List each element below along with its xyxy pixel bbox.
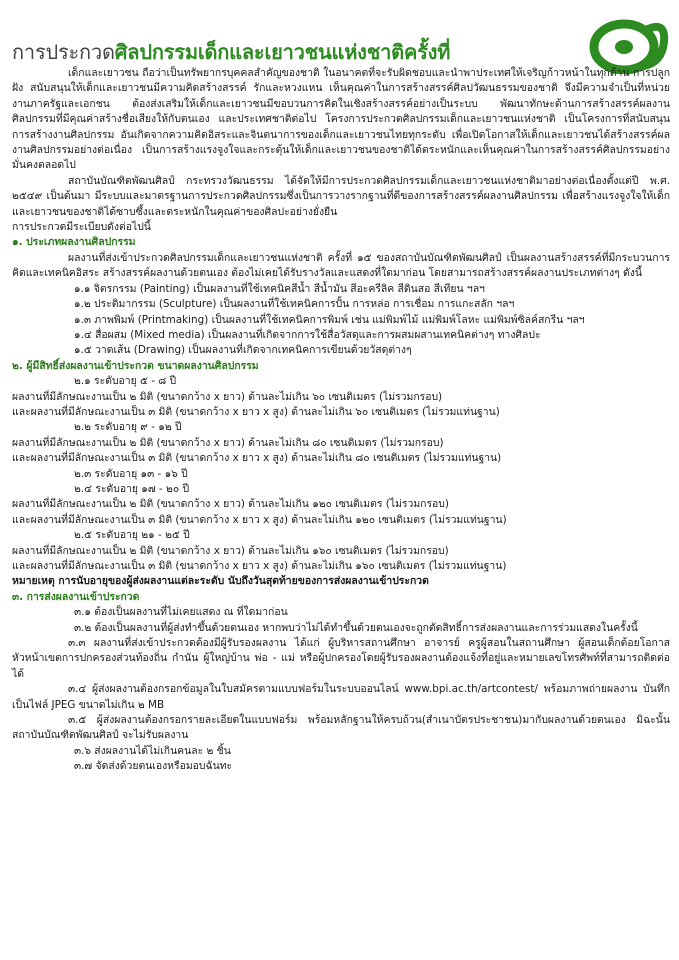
list-item: ๑.๓ ภาพพิมพ์ (Printmaking) เป็นผลงานที่ใช้เทคนิคการพิมพ์ เช่น แม่พิมพ์ไม้ แม่พิมพ์โลหะ แม่พิมพ์ซิลค์สกรีน ฯลฯ (74, 313, 585, 326)
badge-number (617, 42, 636, 58)
list-item: ๑.๒ ประติมากรรม (Sculpture) เป็นผลงานที่ใช้เทคนิคการปั้น การหล่อ การเชื่อม การแกะสลัก ฯลฯ (74, 298, 515, 311)
intro-rules-line: การประกวดมีระเบียบดังต่อไปนี้ (12, 221, 151, 234)
list-item: ๓.๓ ผลงานที่ส่งเข้าประกวดต้องมีผู้รับรองผลงาน ได้แก่ ผู้บริหารสถานศึกษา อาจารย์ ครูผู้สอนในสถานศึกษา ผู้สอนเด็กด้อยโอกาส หัวหน้าเขตการปกครองส่วนท้องถิ่น กำนัน ผู้ใหญ่บ้าน พ่อ - แม่ หรือผู้ปกครองโดยผู้รับรองผลงานต้องแจ้งที่อยู่และหมายเลขโทรศัพท์ที่สามารถติดต่อได้ (12, 637, 670, 680)
section-3-heading: ๓. การส่งผลงานเข้าประกวด (12, 590, 140, 603)
page-title (12, 36, 450, 68)
age-group-label: ๒.๔ ระดับอายุ ๑๗ - ๒๐ ปี (74, 482, 190, 495)
list-item: ๓.๗ จัดส่งด้วยตนเองหรือมอบฉันทะ (74, 760, 233, 773)
age-group-label: ๒.๑ ระดับอายุ ๕ - ๘ ปี (74, 375, 177, 388)
list-item: ๓.๔ ผู้ส่งผลงานต้องกรอกข้อมูลในใบสมัครตามแบบฟอร์มในระบบออนไลน์ www.bpi.ac.th/artcontest/ พร้อมภาพถ่ายผลงาน บันทึกเป็นไฟล์ JPEG ขนาดไม่เกิน ๒ MB (12, 683, 670, 711)
intro-paragraph-1: เด็กและเยาวชน ถือว่าเป็นทรัพยากรบุคคลสำคัญของชาติ ในอนาคตที่จะรับผิดชอบและนำพาประเทศให้เจริญก้าวหน้าในทุกด้าน การปลูกฝัง สนับสนุนให้เด็กและเยาวชนมีความคิดสร้างสรรค์ รักและหวงแหน เห็นคุณค่าในการสร้างสรรค์ศิลปวัฒนธรรมของชาติ จึงมีความจำเป็นที่หน่วยงานภาครัฐและเอกชน ต้องส่งเสริมให้เด็กและเยาวชนมีขอบวนการคิดในเชิงสร้างสรรค์อย่างเป็นระบบ พัฒนาทักษะด้านการสร้างสรรค์ผลงานศิลปกรรมที่มีคุณค่าสร้างชื่อเสียงให้กับตนเอง และประเทศชาติต่อไป โครงการประกวดศิลปกรรมเด็กและเยาวชนแห่งชาติ เป็นโครงการที่สนับสนุนการสร้างงานศิลปกรรม อันเกิดจากความคิดอิสระและจินตนาการของเด็กและเยาวชนไทยทุกระดับ เพื่อเปิดโอกาสให้เด็กและเยาวชนได้สร้างสรรค์ผลงานศิลปกรรมอย่างต่อเนื่อง เป็นการสร้างแรงจูงใจและกระตุ้นให้เด็กและเยาวชนของชาติได้ตระหนักและเห็นคุณค่าในการสร้างสรรค์ศิลปกรรมอย่างมั่นคงตลอดไป (12, 67, 670, 172)
list-item: ๓.๕ ผู้ส่งผลงานต้องกรอกรายละเอียดในแบบฟอร์ม พร้อมหลักฐานให้ครบถ้วน(สำเนาบัตรประชาชน)มากับผลงานด้วยตนเอง มิฉะนั้น สถาบันบัณฑิตพัฒนศิลป์ จะไม่รับผลงาน (12, 714, 670, 742)
size-3d-line: และผลงานที่มีลักษณะงานเป็น ๓ มิติ (ขนาดกว้าง x ยาว x สูง) ด้านละไม่เกิน ๖๐ เซนติเมตร (ไม่รวมแท่นฐาน) (12, 405, 500, 418)
size-3d-line: และผลงานที่มีลักษณะงานเป็น ๓ มิติ (ขนาดกว้าง x ยาว x สูง) ด้านละไม่เกิน ๑๒๐ เซนติเมตร (ไม่รวมแท่นฐาน) (12, 513, 507, 526)
age-group-label: ๒.๒ ระดับอายุ ๙ - ๑๒ ปี (74, 421, 182, 434)
section-1-description: ผลงานที่ส่งเข้าประกวดศิลปกรรมเด็กและเยาวชนแห่งชาติ ครั้งที่ ๑๕ ของสถาบันบัณฑิตพัฒนศิลป์ เป็นผลงานสร้างสรรค์ที่มีกระบวนการคิดและเทคนิคอิสระ สร้างสรรค์ผลงานด้วยตนเอง ต้องไม่เคยได้รับรางวัลและแสดงที่ใดมาก่อน โดยสามารถสร้างสรรค์ผลงานประเภทต่างๆ ดังนี้ (12, 251, 670, 280)
size-3d-line: และผลงานที่มีลักษณะงานเป็น ๓ มิติ (ขนาดกว้าง x ยาว x สูง) ด้านละไม่เกิน ๘๐ เซนติเมตร (ไม่รวมแท่นฐาน) (12, 452, 502, 465)
age-group-label: ๒.๕ ระดับอายุ ๒๑ - ๒๕ ปี (74, 529, 190, 542)
document-body (12, 66, 670, 775)
list-item: ๑.๔ สื่อผสม (Mixed media) เป็นผลงานที่เกิดจากการใช้สื่อวัสดุและการผสมผสานเทคนิคต่างๆ ทางศิลปะ (74, 328, 541, 341)
age-group-label: ๒.๓ ระดับอายุ ๑๓ - ๑๖ ปี (74, 467, 188, 480)
size-2d-line: ผลงานที่มีลักษณะงานเป็น ๒ มิติ (ขนาดกว้าง x ยาว) ด้านละไม่เกิน ๘๐ เซนติเมตร (ไม่รวมกรอบ) (12, 436, 444, 449)
list-item: ๓.๒ ต้องเป็นผลงานที่ผู้ส่งทำขึ้นด้วยตนเอง หากพบว่าไม่ได้ทำขึ้นด้วยตนเองจะถูกตัดสิทธิ์การส่งผลงานและการร่วมแสดงในครั้งนี้ (74, 621, 638, 634)
intro-paragraph-2: สถาบันบัณฑิตพัฒนศิลป์ กระทรวงวัฒนธรรม ได้จัดให้มีการประกวดศิลปกรรมเด็กและเยาวชนแห่งชาติมาอย่างต่อเนื่องตั้งแต่ปี พ.ศ. ๒๕๔๙ เป็นต้นมา มีระบบและมาตรฐานการประกวดศิลปกรรมซึ่งเป็นการวางรากฐานที่ดีของการสร้างสรรค์ผลงานศิลปกรรม เพื่อสร้างแรงจูงใจให้เด็กและเยาวชนของชาติได้ซาบซึ้งและตระหนักในคุณค่าของศิลปะอย่างยั่งยืน (12, 174, 670, 218)
title-emphasis: ศิลปกรรมเด็กและเยาวชนแห่งชาติครั้งที่ (114, 40, 451, 64)
size-2d-line: ผลงานที่มีลักษณะงานเป็น ๒ มิติ (ขนาดกว้าง x ยาว) ด้านละไม่เกิน ๖๐ เซนติเมตร (ไม่รวมกรอบ) (12, 390, 443, 403)
section-1-heading: ๑. ประเภทผลงานศิลปกรรม (12, 236, 136, 249)
list-item: ๑.๕ วาดเส้น (Drawing) เป็นผลงานที่เกิดจากเทคนิคการเขียนด้วยวัสดุต่างๆ (74, 344, 412, 357)
section-2-heading: ๒. ผู้มีสิทธิ์ส่งผลงานเข้าประกวด ขนาดผลงานศิลปกรรม (12, 359, 259, 372)
list-item: ๓.๑ ต้องเป็นผลงานที่ไม่เคยแสดง ณ ที่ใดมาก่อน (74, 606, 288, 619)
title-plain: การประกวด (12, 40, 115, 64)
size-3d-line: และผลงานที่มีลักษณะงานเป็น ๓ มิติ (ขนาดกว้าง x ยาว x สูง) ด้านละไม่เกิน ๑๖๐ เซนติเมตร (ไม่รวมแท่นฐาน) (12, 560, 507, 572)
size-2d-line: ผลงานที่มีลักษณะงานเป็น ๒ มิติ (ขนาดกว้าง x ยาว) ด้านละไม่เกิน ๑๒๐ เซนติเมตร (ไม่รวมกรอบ) (12, 498, 449, 511)
age-note: หมายเหตุ การนับอายุของผู้ส่งผลงานแต่ละระดับ นับถึงวันสุดท้ายของการส่งผลงานเข้าประกวด (12, 575, 429, 588)
size-2d-line: ผลงานที่มีลักษณะงานเป็น ๒ มิติ (ขนาดกว้าง x ยาว) ด้านละไม่เกิน ๑๖๐ เซนติเมตร (ไม่รวมกรอบ) (12, 544, 449, 557)
list-item: ๓.๖ ส่งผลงานได้ไม่เกินคนละ ๒ ชิ้น (74, 744, 231, 757)
list-item: ๑.๑ จิตรกรรม (Painting) เป็นผลงานที่ใช้เทคนิคสีน้ำ สีน้ำมัน สีอะครีลิค สีดินสอ สีเทียน ฯลฯ (74, 282, 485, 295)
